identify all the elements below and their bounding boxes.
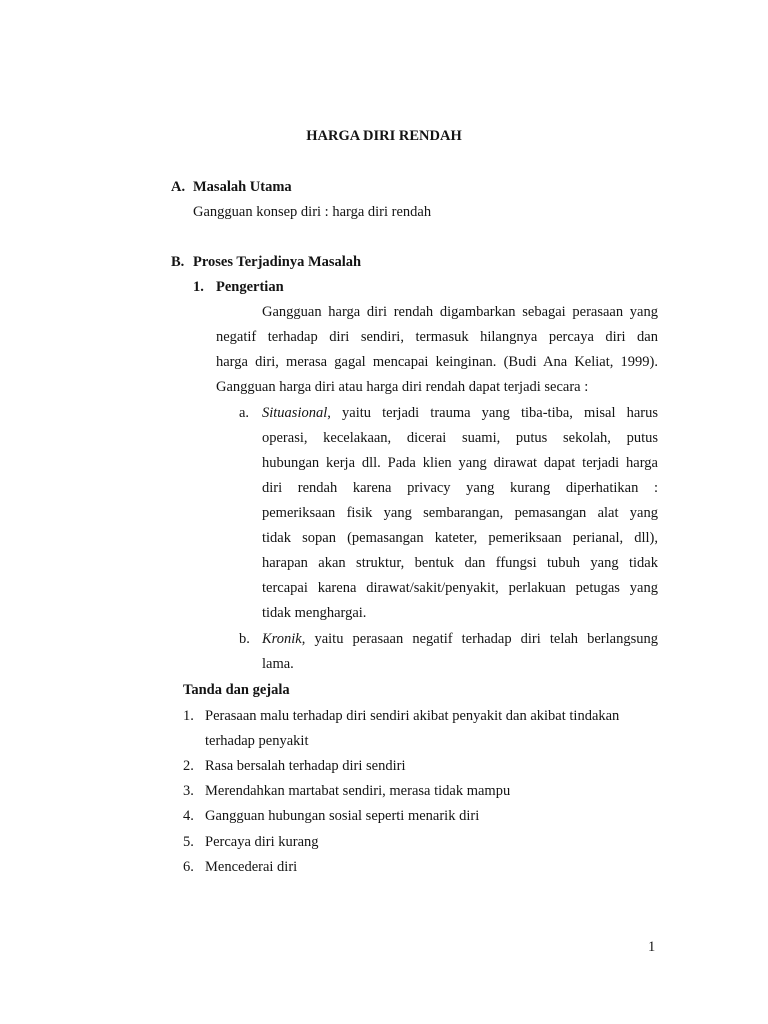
signs-item-line: Percaya diri kurang	[205, 834, 319, 850]
paragraph-line: Gangguan harga diri rendah digambarkan sebagai perasaan yang	[262, 304, 658, 320]
signs-item-line: Gangguan hubungan sosial seperti menarik diri	[205, 808, 480, 824]
signs-item-marker: 4.	[183, 808, 194, 824]
item-a-line: diri rendah karena privacy yang kurang diperhatikan :	[262, 480, 658, 496]
paragraph-line: Gangguan harga diri atau harga diri rendah dapat terjadi secara :	[216, 379, 589, 395]
item-a-line: operasi, kecelakaan, dicerai suami, putus sekolah, putus	[262, 430, 658, 446]
section-a-body: Gangguan konsep diri : harga diri rendah	[193, 204, 432, 220]
subsection-1-marker: 1.	[193, 279, 204, 295]
item-a-first-line-rest: , yaitu terjadi trauma yang tiba-tiba, misal harus	[327, 405, 658, 421]
item-a-line: harapan akan struktur, bentuk dan ffungsi tubuh yang tidak	[262, 555, 658, 571]
item-b-line: lama.	[262, 656, 294, 672]
section-b-heading: Proses Terjadinya Masalah	[193, 254, 362, 270]
signs-item-marker: 6.	[183, 859, 194, 875]
signs-item-line: Rasa bersalah terhadap diri sendiri	[205, 758, 406, 774]
item-a-line: tidak menghargai.	[262, 605, 367, 621]
signs-item-marker: 3.	[183, 783, 194, 799]
signs-item-marker: 5.	[183, 834, 194, 850]
item-a-line: tidak sopan (pemasangan kateter, pemeriksaan perianal, dll),	[262, 530, 658, 546]
item-a-marker: a.	[239, 405, 250, 421]
signs-item-line: Mencederai diri	[205, 859, 298, 875]
signs-item-line: Perasaan malu terhadap diri sendiri akibat penyakit dan akibat tindakan	[205, 708, 620, 724]
signs-heading: Tanda dan gejala	[183, 682, 290, 698]
page-number: 1	[648, 939, 656, 955]
item-b-term: Kronik	[262, 631, 302, 647]
paragraph-line: negatif terhadap diri sendiri, termasuk hilangnya percaya diri dan	[216, 329, 658, 345]
section-a-heading: Masalah Utama	[193, 179, 292, 195]
item-a-line: hubungan kerja dll. Pada klien yang dirawat dapat terjadi harga	[262, 455, 658, 471]
section-b-marker: B.	[171, 254, 185, 270]
item-a-line: pemeriksaan fisik yang sembarangan, pemasangan alat yang	[262, 505, 658, 521]
item-a-line: tercapai karena dirawat/sakit/penyakit, perlakuan petugas yang	[262, 580, 658, 596]
item-b-first-line	[262, 631, 658, 648]
signs-item-marker: 1.	[183, 708, 194, 724]
paragraph-line: harga diri, merasa gagal mencapai keinginan. (Budi Ana Keliat, 1999).	[216, 354, 658, 370]
item-b-first-line-rest: , yaitu perasaan negatif terhadap diri telah berlangsung	[301, 631, 658, 647]
subsection-1-heading: Pengertian	[216, 279, 284, 295]
page-title: HARGA DIRI RENDAH	[306, 128, 462, 144]
section-a-marker: A.	[171, 179, 186, 195]
signs-item-line: terhadap penyakit	[205, 733, 309, 749]
item-a-term: Situasional	[262, 405, 328, 421]
signs-item-line: Merendahkan martabat sendiri, merasa tidak mampu	[205, 783, 511, 799]
signs-item-marker: 2.	[183, 758, 194, 774]
item-b-marker: b.	[239, 631, 250, 647]
item-a-first-line	[262, 405, 658, 422]
